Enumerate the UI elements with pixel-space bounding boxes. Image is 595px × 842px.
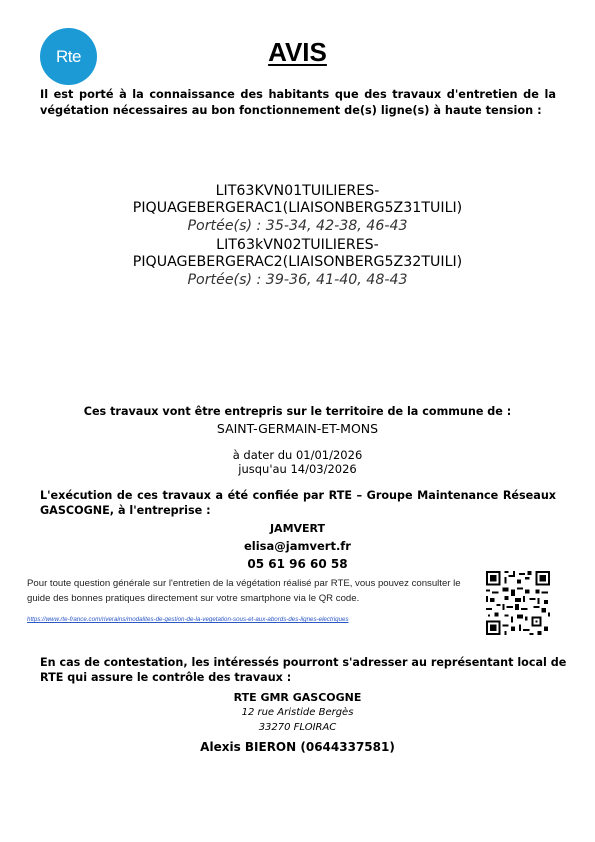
power-line-item: [0, 183, 595, 235]
contact-person: Alexis BIERON (0644337581): [200, 740, 395, 754]
line-name-part2: PIQUAGEBERGERAC1(LIAISONBERG5Z31TUILI): [132, 200, 463, 216]
contact-block: [0, 690, 595, 757]
qr-code-icon[interactable]: [484, 569, 552, 637]
contact-name: RTE GMR GASCOGNE: [233, 691, 362, 704]
contractor-email[interactable]: elisa@jamvert.fr: [244, 539, 351, 553]
line-name-part2: PIQUAGEBERGERAC2(LIAISONBERG5Z32TUILI): [132, 254, 463, 270]
guide-link[interactable]: https://www.rte-france.com/riverains/modalites-de-gestion-de-la-vegetation-sous-et-aux-abords-des-lignes-electriques: [27, 616, 349, 623]
contact-street: 12 rue Aristide Bergès: [241, 707, 354, 718]
contractor-block: [0, 521, 595, 573]
line-name-part1: LIT63kVN02TUILIERES-: [216, 237, 379, 253]
contest-paragraph: En cas de contestation, les intéressés pourront s'adresser au représentant local de RTE qui assure le contrôle des travaux :: [40, 656, 567, 684]
execution-paragraph: L'exécution de ces travaux a été confiée par RTE – Groupe Maintenance Réseaux GASCOGNE, à l'entreprise :: [40, 489, 556, 517]
date-from: à dater du 01/01/2026: [232, 448, 363, 462]
line-name-part1: LIT63KVN01TUILIERES-: [215, 183, 380, 199]
contractor-phone: 05 61 96 60 58: [247, 557, 348, 571]
rte-logo-text: Rte: [56, 46, 81, 66]
commune-name: SAINT-GERMAIN-ET-MONS: [216, 421, 379, 436]
power-line-item: [0, 237, 595, 289]
page-title: AVIS: [268, 37, 327, 67]
line-spans: Portée(s) : 35-34, 42-38, 46-43: [187, 218, 408, 234]
qr-question-text: Pour toute question générale sur l'entretien de la végétation réalisé par RTE, vous pouvez consulter le guide des bonnes pratiques directement sur votre smartphone via le QR code.: [27, 578, 461, 604]
power-lines-list: [0, 183, 595, 291]
line-spans: Portée(s) : 39-36, 41-40, 48-43: [187, 272, 408, 288]
contractor-name: JAMVERT: [269, 522, 326, 535]
intro-paragraph: Il est porté à la connaissance des habitants que des travaux d'entretien de la végétation nécessaires au bon fonctionnement de(s) ligne(s) à haute tension :: [40, 88, 556, 117]
contact-city: 33270 FLOIRAC: [258, 722, 337, 733]
date-to: jusqu'au 14/03/2026: [238, 462, 357, 476]
territory-text: Ces travaux vont être entrepris sur le territoire de la commune de :: [83, 405, 512, 418]
